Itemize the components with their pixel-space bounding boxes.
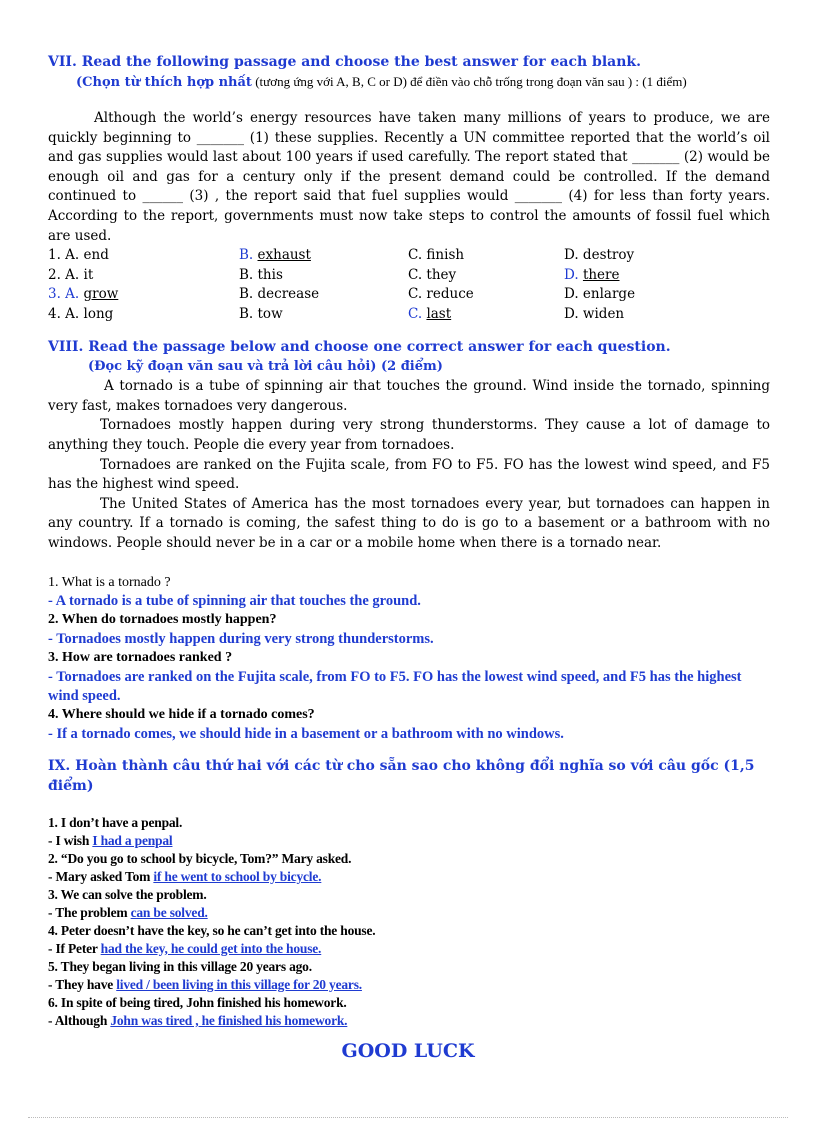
section-viii-instruction: (Đọc kỹ đoạn văn sau và trả lời câu hỏi) (2 điểm) — [88, 359, 443, 375]
section-vii-options — [48, 247, 724, 325]
option-a: 4. A. long — [48, 305, 114, 322]
passage-paragraph: Tornadoes mostly happen during very strong thunderstorms. They cause a lot of damage to anything they touch. People die every year from tornadoes. — [48, 417, 770, 453]
option-c: C. finish — [408, 247, 465, 264]
option-row — [48, 267, 724, 287]
option-d: D. widen — [564, 305, 625, 322]
rewrite-answer: - They have lived / been living in this village for 20 years. — [48, 976, 362, 992]
passage-paragraph: The United States of America has the most tornadoes every year, but tornadoes can happen in any country. If a tornado is coming, the safest thing to do is go to a basement or a bathroom with no windows. People should never be in a car or a mobile home when there is a tornado near. — [48, 495, 770, 551]
rewrite-answer: - Mary asked Tom if he went to school by bicycle. — [48, 868, 322, 884]
answer: - A tornado is a tube of spinning air that touches the ground. — [48, 593, 421, 610]
good-luck-footer: GOOD LUCK — [341, 1040, 475, 1062]
worksheet-page — [48, 52, 770, 1030]
section-vii-passage: Although the world’s energy resources have taken many millions of years to produce, we are quickly beginning to _______ (1) these supplies. Recently a UN committee reported that the world’s oil and gas supplies would last about 100 years if used carefully. The report stated that _______ (2) would be enough oil and gas for a century only if the present demand could be controlled. If the demand continued to ______ (3) , the report said that fuel supplies would _______ (4) for less than forty years. According to the report, governments must now take steps to control the amounts of fossil fuel which are used. — [48, 110, 770, 244]
rewrite-list — [48, 814, 770, 1030]
option-a: 1. A. end — [48, 247, 109, 264]
question: 2. When do tornadoes mostly happen? — [48, 612, 277, 628]
question: 4. Where should we hide if a tornado comes? — [48, 706, 315, 722]
option-d: D. there — [564, 266, 620, 283]
answer: - Tornadoes mostly happen during very strong thunderstorms. — [48, 631, 434, 648]
option-c: C. reduce — [408, 286, 474, 303]
rewrite-original: 2. “Do you go to school by bicycle, Tom?” Mary asked. — [48, 850, 352, 866]
passage-paragraph: Tornadoes are ranked on the Fujita scale, from FO to F5. FO has the lowest wind speed, and F5 has the highest wind speed. — [48, 456, 770, 493]
option-b: B. this — [239, 266, 283, 283]
section-viii — [48, 337, 770, 744]
section-vii — [48, 52, 770, 325]
option-b: B. tow — [239, 305, 283, 322]
rewrite-original: 4. Peter doesn’t have the key, so he can’t get into the house. — [48, 922, 376, 938]
answer: - Tornadoes are ranked on the Fujita scale, from FO to F5. FO has the lowest wind speed, and F5 has the highest wind speed. — [48, 668, 742, 704]
option-d: D. enlarge — [564, 286, 636, 303]
option-b: B. exhaust — [239, 247, 311, 264]
option-row — [48, 306, 724, 326]
option-row — [48, 247, 724, 267]
passage-paragraph: A tornado is a tube of spinning air that touches the ground. Wind inside the tornado, spinning very fast, makes tornadoes very dangerous. — [48, 378, 770, 414]
section-viii-title: VIII. Read the passage below and choose one correct answer for each question. — [48, 339, 671, 356]
page-bottom-divider — [28, 1117, 788, 1118]
option-c: C. last — [408, 305, 452, 322]
option-b: B. decrease — [239, 286, 320, 303]
option-row — [48, 286, 724, 306]
question: 1. What is a tornado ? — [48, 574, 171, 590]
answer: - If a tornado comes, we should hide in a basement or a bathroom with no windows. — [48, 725, 564, 742]
rewrite-original: 3. We can solve the problem. — [48, 886, 207, 902]
option-d: D. destroy — [564, 247, 635, 264]
section-ix-title: IX. Hoàn thành câu thứ hai với các từ cho sẵn sao cho không đổi nghĩa so với câu gốc (1,5 điểm) — [48, 757, 755, 794]
rewrite-answer: - I wish I had a penpal — [48, 832, 173, 848]
section-ix — [48, 756, 770, 1030]
rewrite-original: 1. I don’t have a penpal. — [48, 814, 183, 830]
option-a: 2. A. it — [48, 266, 94, 283]
option-a: 3. A. grow — [48, 286, 119, 303]
rewrite-answer: - The problem can be solved. — [48, 904, 208, 920]
option-c: C. they — [408, 266, 457, 283]
rewrite-answer: - Although John was tired , he finished his homework. — [48, 1012, 348, 1028]
rewrite-original: 5. They began living in this village 20 years ago. — [48, 958, 312, 974]
section-vii-instruction: (Chọn từ thích hợp nhất (tương ứng với A, B, C or D) để điền vào chỗ trống trong đoạn văn sau ) : (1 điểm) — [76, 74, 687, 90]
section-vii-title: VII. Read the following passage and choose the best answer for each blank. — [48, 54, 641, 70]
question: 3. How are tornadoes ranked ? — [48, 650, 233, 666]
rewrite-answer: - If Peter had the key, he could get into the house. — [48, 940, 322, 956]
rewrite-original: 6. In spite of being tired, John finished his homework. — [48, 994, 347, 1010]
question-list — [48, 574, 770, 744]
